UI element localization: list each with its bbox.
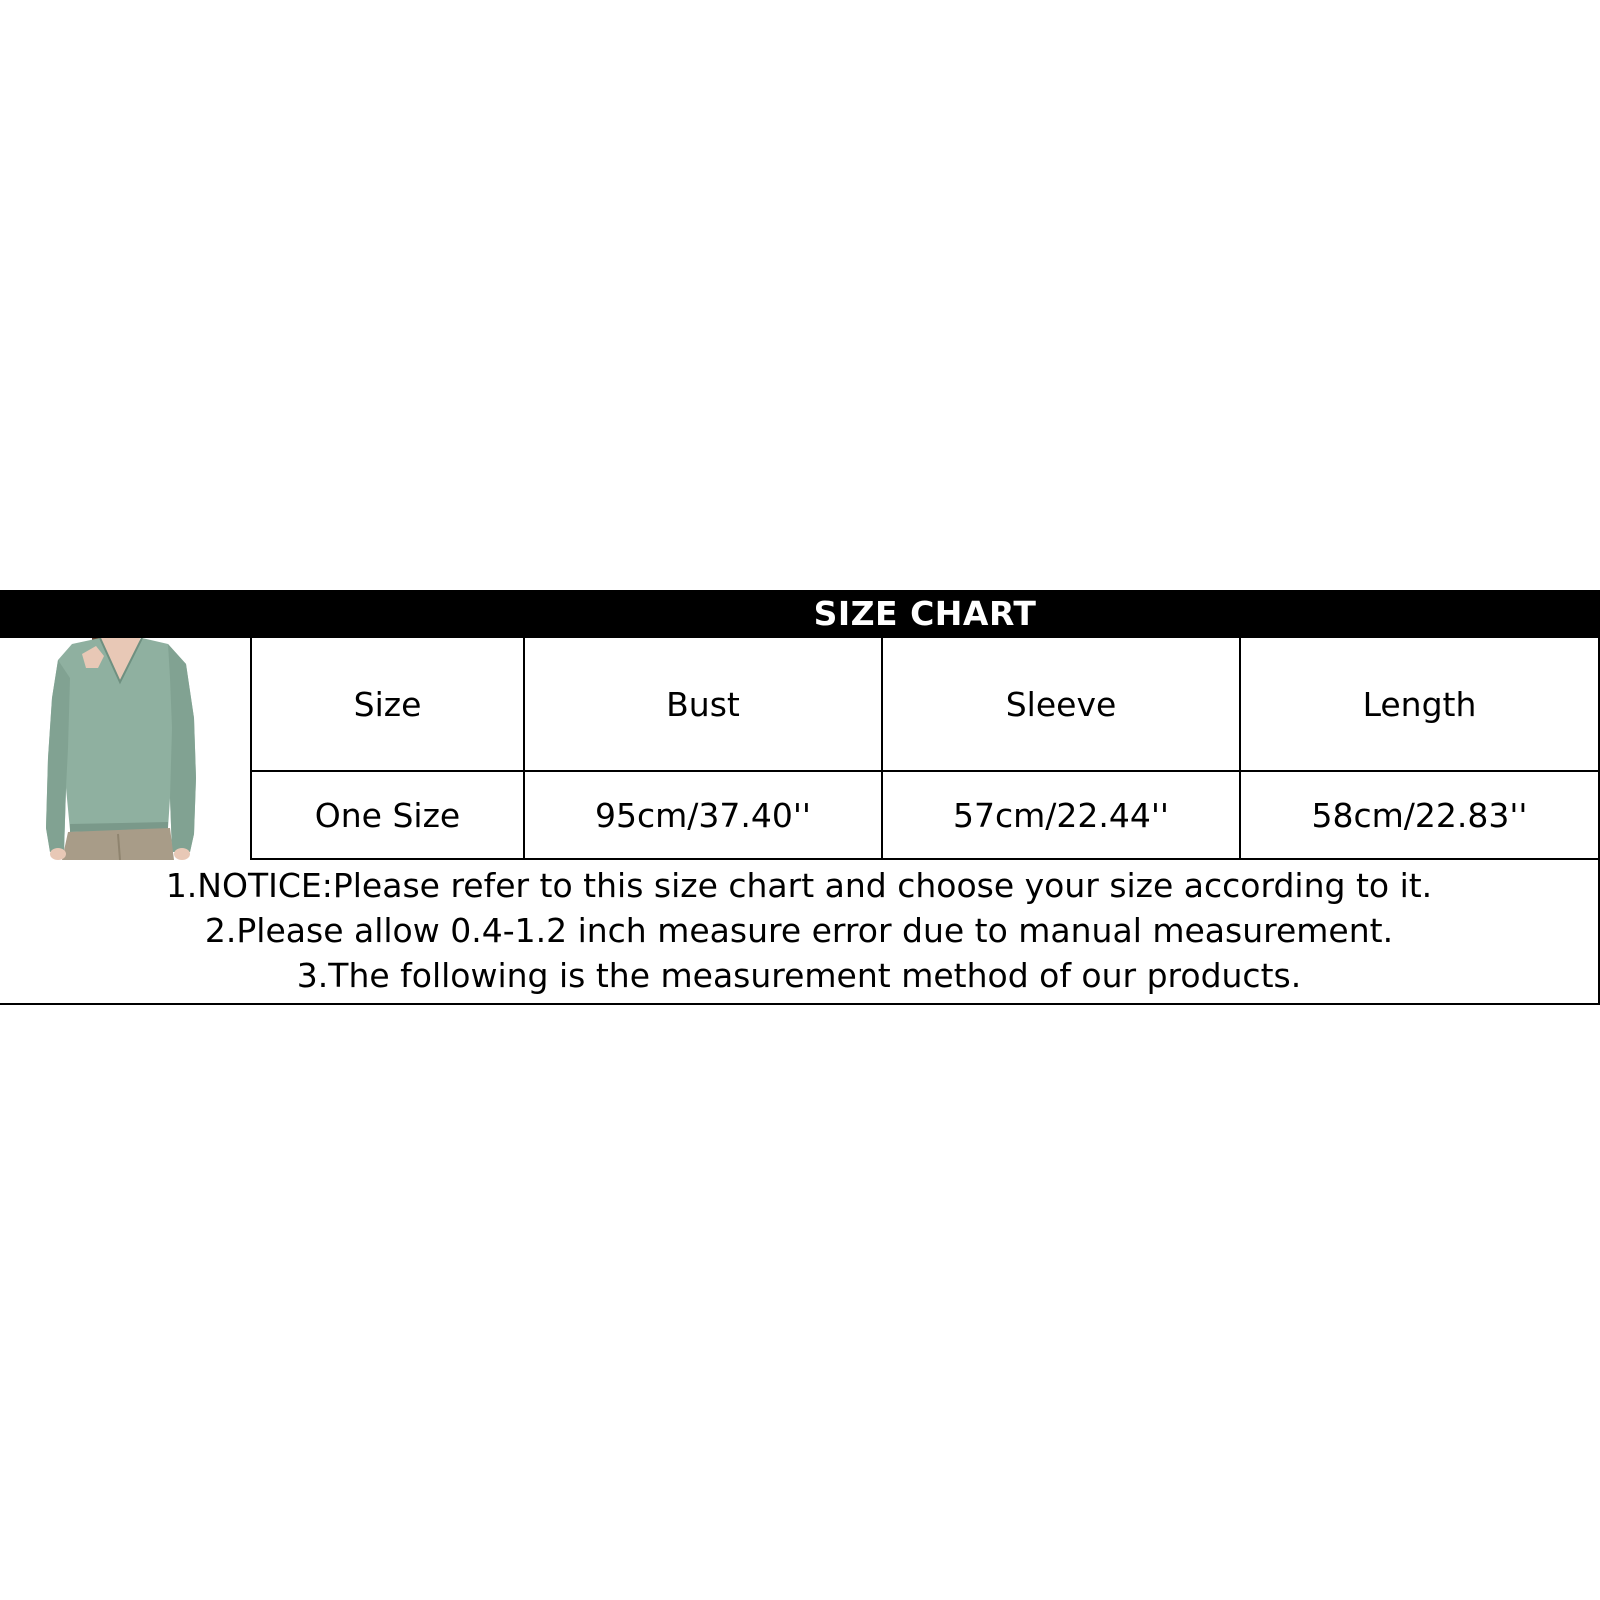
cell-length-value: 58cm/22.83'' bbox=[1241, 772, 1600, 858]
header-sleeve: Sleeve bbox=[883, 638, 1241, 770]
table-header-row bbox=[252, 638, 1600, 772]
cell-bust-value: 95cm/37.40'' bbox=[525, 772, 883, 858]
cell-size-value: One Size bbox=[252, 772, 525, 858]
header-size: Size bbox=[252, 638, 525, 770]
note-line-3: 3.The following is the measurement method of our products. bbox=[296, 956, 1302, 995]
table-row bbox=[252, 772, 1600, 860]
cell-sleeve-value: 57cm/22.44'' bbox=[883, 772, 1241, 858]
chart-title: SIZE CHART bbox=[813, 594, 1037, 633]
product-photo bbox=[0, 638, 250, 860]
header-length: Length bbox=[1241, 638, 1600, 770]
sweater-model-image bbox=[0, 638, 250, 860]
note-line-1: 1.NOTICE:Please refer to this size chart and choose your size according to it. bbox=[165, 866, 1433, 905]
notes-section bbox=[0, 860, 1600, 1005]
header-bust: Bust bbox=[525, 638, 883, 770]
note-line-2: 2.Please allow 0.4-1.2 inch measure error due to manual measurement. bbox=[204, 911, 1394, 950]
size-table bbox=[250, 638, 1600, 860]
